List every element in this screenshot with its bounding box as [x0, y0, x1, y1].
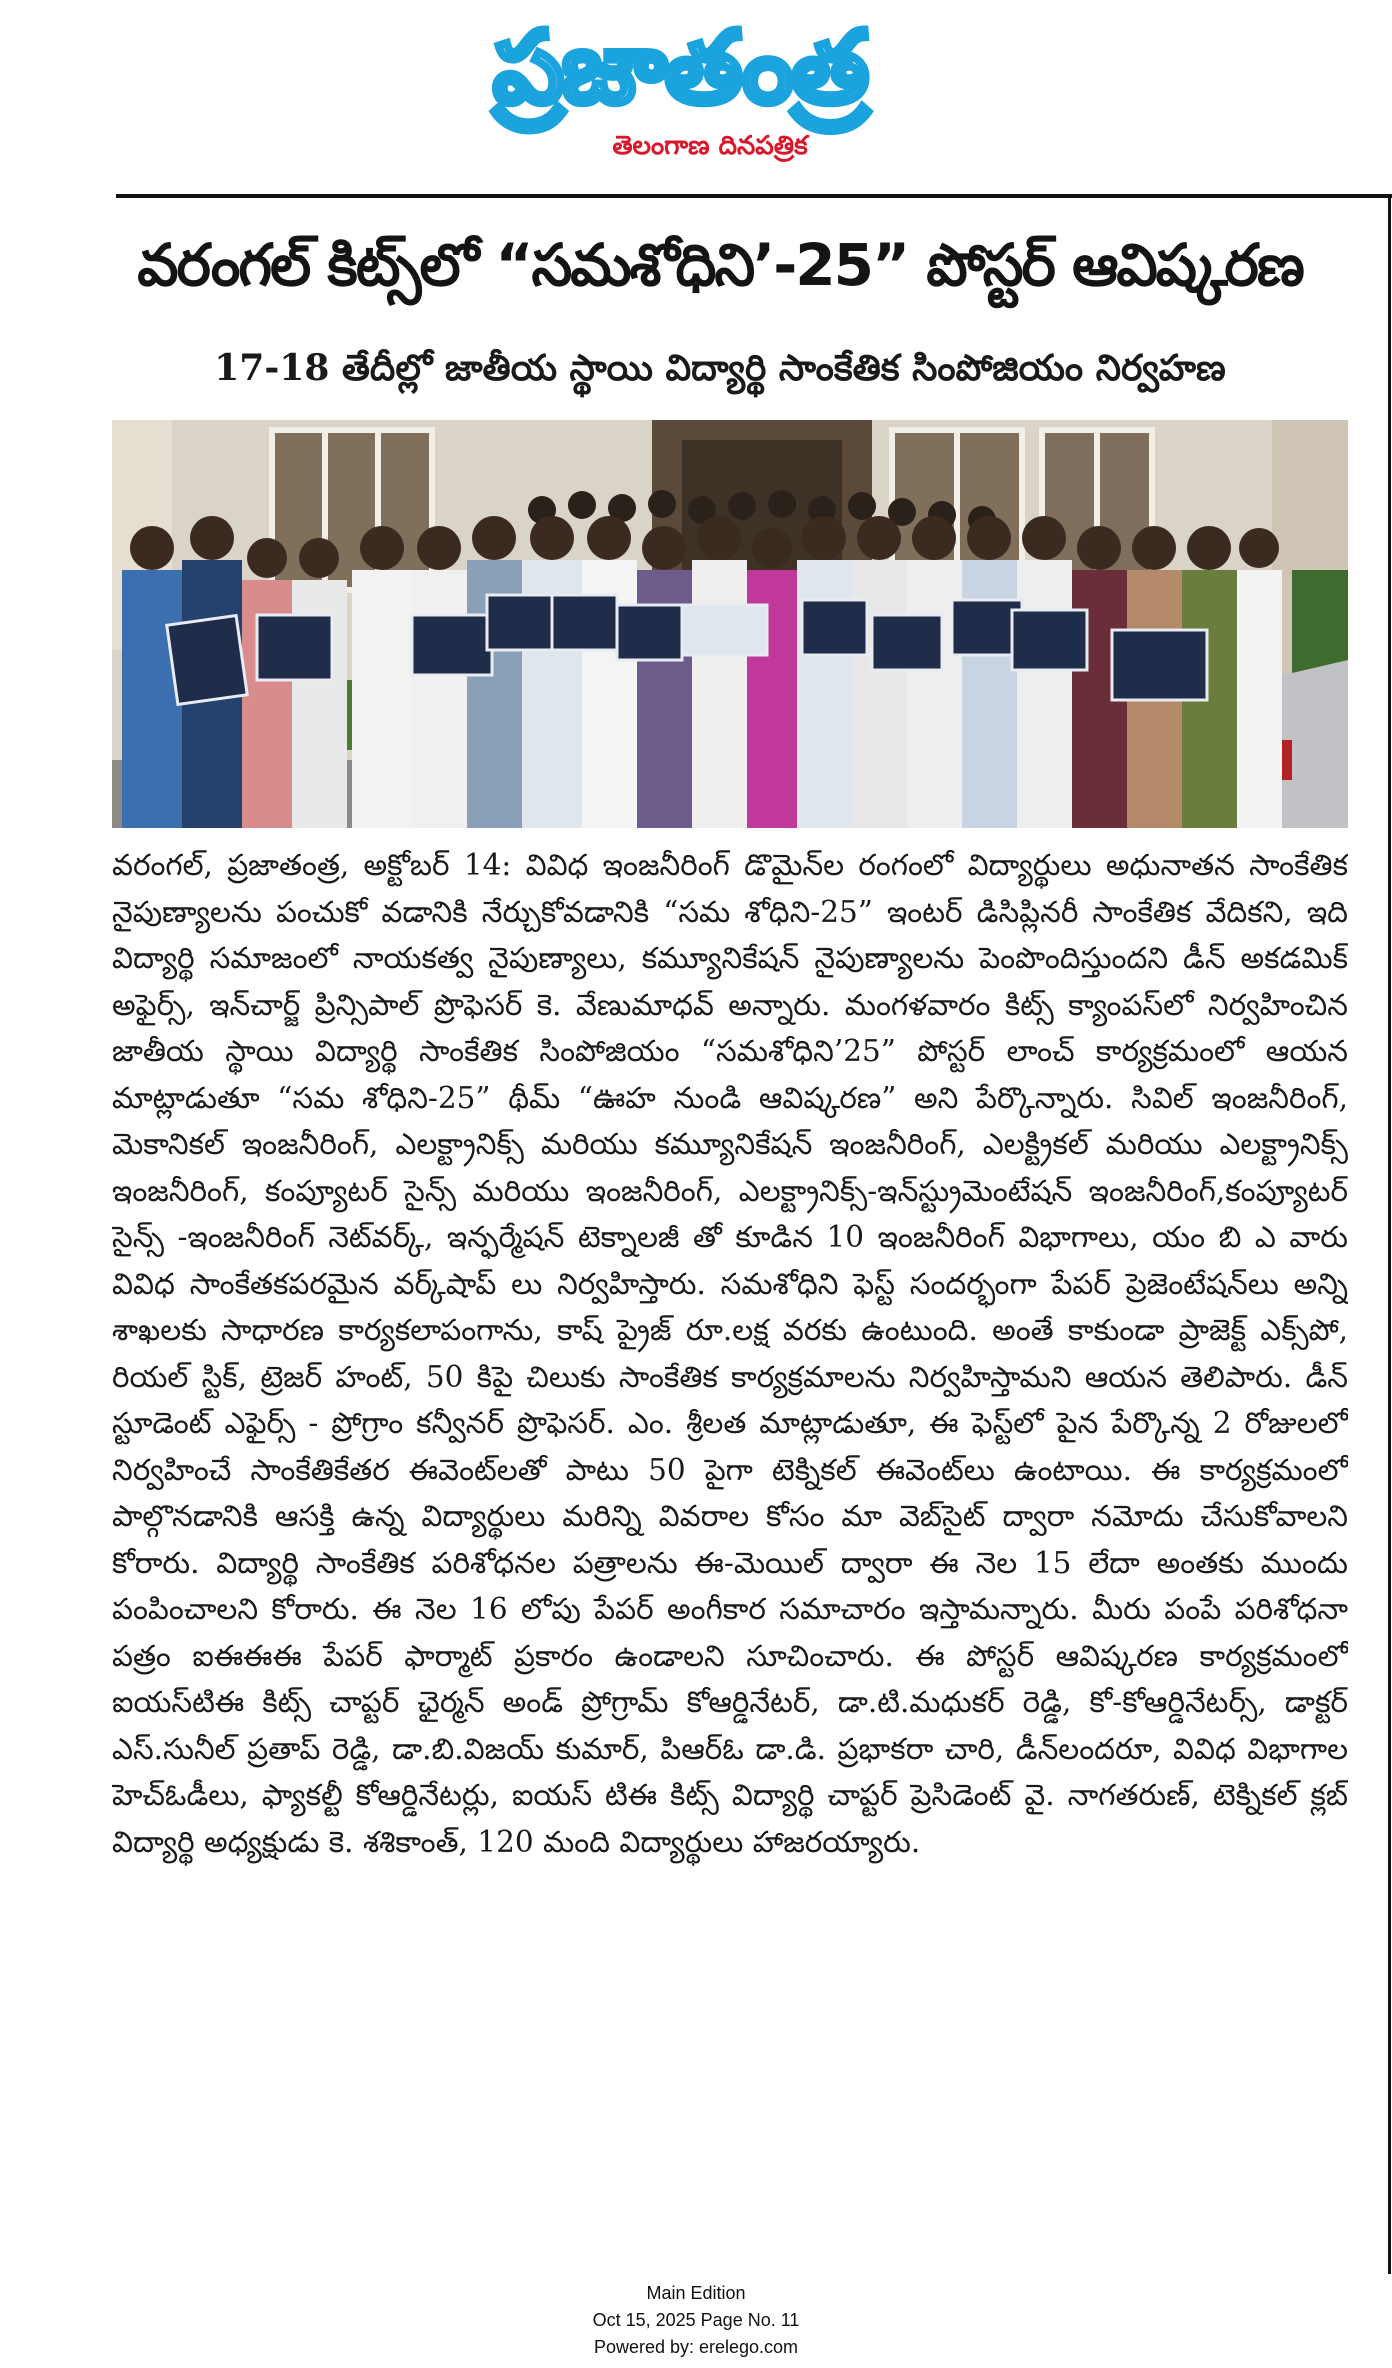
newspaper-logo: [460, 8, 900, 168]
article-body: వరంగల్, ప్రజాతంత్ర, అక్టోబర్ 14: వివిధ ఇంజనీరింగ్ డొమైన్‌ల రంగంలో విద్యార్థులు అధునాతన సాంకేతిక నైపుణ్యాలను పంచుకో వడానికి నేర్చుకోవడానికి “సమ శోధిని-25” ఇంటర్ డిసిప్లినరీ సాంకేతిక వేదికని, ఇది విద్యార్థి సమాజంలో నాయకత్వ నైపుణ్యాలు, కమ్యూనికేషన్ నైపుణ్యాలను పెంపొందిస్తుందని డీన్ అకడమిక్ అఫైర్స్, ఇన్‌చార్జ్ ప్రిన్సిపాల్ ప్రొఫెసర్ కె. వేణుమాధవ్ అన్నారు. మంగళవారం కిట్స్ క్యాంపస్‌లో నిర్వహించిన జాతీయ స్థాయి విద్యార్థి సాంకేతిక సింపోజియం “సమశోధిని’25” పోస్టర్ లాంచ్ కార్యక్రమంలో ఆయన మాట్లాడుతూ “సమ శోధిని-25” థీమ్ “ఊహ నుండి ఆవిష్కరణ” అని పేర్కొన్నారు. సివిల్ ఇంజనీరింగ్, మెకానికల్ ఇంజనీరింగ్, ఎలక్ట్రానిక్స్ మరియు కమ్యూనికేషన్ ఇంజనీరింగ్, ఎలక్ట్రికల్ మరియు ఎలక్ట్రానిక్స్ ఇంజనీరింగ్, కంప్యూటర్ సైన్స్ మరియు ఇంజనీరింగ్, ఎలక్ట్రానిక్స్-ఇన్‌స్ట్రుమెంటేషన్ ఇంజనీరింగ్,కంప్యూటర్ సైన్స్ -ఇంజనీరింగ్ నెట్‌వర్క్, ఇన్ఫర్మేషన్ టెక్నాలజీ తో కూడిన 10 ఇంజనీరింగ్ విభాగాలు, యం బి ఎ వారు వివిధ సాంకేతకపరమైన వర్క్‌షాప్ లు నిర్వహిస్తారు. సమశోధిని ఫెస్ట్ సందర్భంగా పేపర్ ప్రెజెంటేషన్‌లు అన్ని శాఖలకు సాధారణ కార్యకలాపంగాను, కాష్ ప్రైజ్ రూ.లక్ష వరకు ఉంటుంది. అంతే కాకుండా ప్రాజెక్ట్ ఎక్స్‌పో, రియల్ స్టిక్, ట్రెజర్ హంట్, 50 కిపై చిలుకు సాంకేతిక కార్యక్రమాలను నిర్వహిస్తామని ఆయన తెలిపారు. డీన్ స్టూడెంట్ ఎఫైర్స్ - ప్రోగ్రాం కన్వీనర్ ప్రొఫెసర్. ఎం. శ్రీలత మాట్లాడుతూ, ఈ ఫెస్ట్‌లో పైన పేర్కొన్న 2 రోజులలో నిర్వహించే సాంకేతికేతర ఈవెంట్‌లతో పాటు 50 పైగా టెక్నికల్ ఈవెంట్‌లు ఉంటాయి. ఈ కార్యక్రమంలో పాల్గొనడానికి ఆసక్తి ఉన్న విద్యార్థులు మరిన్ని వివరాల కోసం మా వెబ్‌సైట్ ద్వారా నమోదు చేసుకోవాలని కోరారు. విద్యార్థి సాంకేతిక పరిశోధనల పత్రాలను ఈ-మెయిల్ ద్వారా ఈ నెల 15 లేదా అంతకు ముందు పంపించాలని కోరారు. ఈ నెల 16 లోపు పేపర్ అంగీకార సమాచారం ఇస్తామన్నారు. మీరు పంపే పరిశోధనా పత్రం ఐఈఈఈ పేపర్ ఫార్మాట్ ప్రకారం ఉండాలని సూచించారు. ఈ పోస్టర్ ఆవిష్కరణ కార్యక్రమంలో ఐయస్‌టిఈ కిట్స్ చాప్టర్ ఛైర్మన్ అండ్ ప్రోగ్రామ్ కోఆర్డినేటర్, డా.టి.మధుకర్ రెడ్డి, కో-కోఆర్డినేటర్స్, డాక్టర్ ఎస్.సునీల్ ప్రతాప్ రెడ్డి, డా.బి.విజయ్ కుమార్, పిఆర్ఓ డా.డి. ప్రభాకరా చారి, డీన్‌లందరూ, వివిధ విభాగాల హెచ్ఓడీలు, ఫ్యాకల్టీ కోఆర్డినేటర్లు, ఐయస్ టిఈ కిట్స్ విద్యార్థి చాప్టర్ ప్రెసిడెంట్ వై. నాగతరుణ్, టెక్నికల్ క్లబ్ విద్యార్థి అధ్యక్షుడు కె. శశికాంత్, 120 మంది విద్యార్థులు హాజరయ్యారు.: [112, 848, 1348, 1859]
header-divider: [116, 194, 1392, 198]
group-photo-image: [112, 420, 1348, 828]
footer-date-page: Oct 15, 2025 Page No. 11: [592, 2310, 800, 2330]
footer-powered-by: Powered by: erelego.com: [593, 2337, 799, 2357]
article-subheadline: 17-18 తేదీల్లో జాతీయ స్థాయి విద్యార్థి సాంకేతిక సింపోజియం నిర్వహణ: [214, 347, 1226, 389]
logo-text: ప్రజాతంత్ర: [493, 9, 867, 126]
column-divider: [1388, 194, 1391, 2274]
article-headline: వరంగల్ కిట్స్‌లో “సమశోధిని’-25” పోస్టర్ ఆవిష్కరణ: [137, 231, 1303, 299]
page-mark: [300, 2258, 316, 2278]
masthead: [0, 0, 1392, 190]
footer-edition: Main Edition: [646, 2283, 746, 2303]
logo-tagline: తెలంగాణ దినపత్రిక: [612, 131, 808, 161]
page-footer: [0, 2280, 1392, 2361]
article-photo: [112, 420, 1348, 828]
